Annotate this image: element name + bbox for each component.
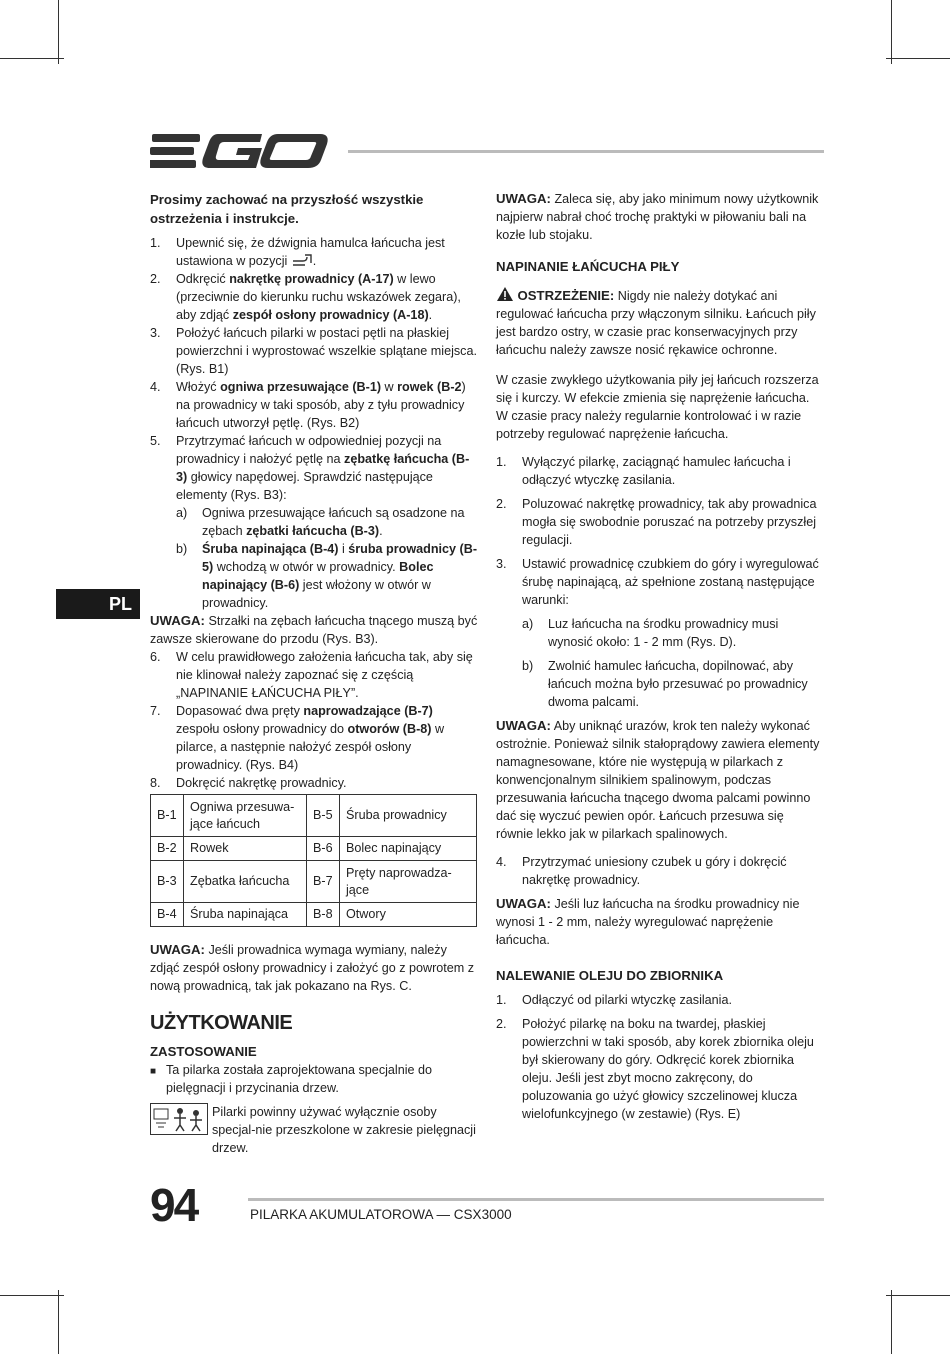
parts-table [150, 794, 477, 927]
list-item: 1. Odłączyć od pilarki wtyczkę zasilania. [496, 993, 732, 1007]
list-item: 3. Ustawić prowadnicę czubkiem do góry i wyregulować śrubę napinającą, aż spełnione zostaną następujące warunki: [496, 557, 819, 607]
sub-item: a) Ogniwa przesuwające łańcuch są osadzone na zębach zębatki łańcucha (B-3). [176, 506, 465, 538]
list-item: 2. Poluzować nakrętkę prowadnicy, tak aby prowadnica mogła się swobodnie poruszać na potrzeby przyszłej regulacji. [496, 497, 817, 547]
subsection-title: ZASTOSOWANIE [150, 1044, 257, 1059]
table-row: B-2 Rowek B-6 Bolec napinający [151, 837, 477, 861]
brake-lever-icon [291, 253, 313, 267]
note: UWAGA: Strzałki na zębach łańcucha tnącego muszą być zawsze skierowane do przodu (Rys. B3). [150, 613, 478, 646]
list-item: 8. Dokręcić nakrętkę prowadnicy. [150, 776, 347, 790]
list-item: 6. W celu prawidłowego założenia łańcucha tak, aby się nie klinował należy zapoznać się z częścią „NAPINANIE ŁAŃCUCHA PIŁY”. [150, 650, 473, 700]
section-title: UŻYTKOWANIE [150, 1012, 293, 1034]
left-column [150, 190, 478, 1157]
icon-note: Pilarki powinny używać wyłącznie osoby specjal-nie przeszkolone w zakresie pielęgnacji drzew. [150, 1103, 478, 1157]
crop-mark [891, 0, 892, 64]
table-row: B-3 Zębatka łańcucha B-7 Pręty naprowadza-jące [151, 861, 477, 903]
warning-icon [496, 286, 514, 302]
sub-item: a) Luz łańcucha na środku prowadnicy musi wynosić około: 1 - 2 mm (Rys. D). [522, 617, 779, 649]
list-item: 2. Położyć pilarkę na boku na twardej, płaskiej powierzchni w taki sposób, aby korek zbiornika oleju był skierowany do góry. Odkręcić korek zbiornika oleju. Jeśli jest zbyt mocno zakręcony, do poluzowania go użyć głowicy szczelinowej klucza wielofunkcyjnego (w zestawie) (Rys. E) [496, 1017, 814, 1121]
crop-mark [58, 1290, 59, 1354]
crop-mark [0, 1295, 64, 1296]
intro-text: Prosimy zachować na przyszłość wszystkie ostrzeżenia i instrukcje. [150, 192, 424, 226]
list-item: 5. Przytrzymać łańcuch w odpowiedniej pozycji na prowadnicy i nałożyć pętlę na zębatkę łańcucha (B-3) głowicy napędowej. Sprawdzić następujące elementy (Rys. B3): [150, 434, 470, 502]
page-number: 94 [150, 1179, 198, 1231]
note: UWAGA: Aby uniknąć urazów, krok ten należy wykonać ostrożnie. Ponieważ silnik stałoprądowy zawiera elementy namagnesowane, które nie występują w pilarkach z konwencjonalnym silnikiem spalinowym, podczas przesuwania łańcucha tnącego dwoma palcami powinno dać się wyczuć pewien opór. Łańcuch przesuwa się równie lekko jak w pilarkach spalinowych. [496, 718, 820, 841]
sub-item: b) Zwolnić hamulec łańcucha, dopilnować, aby łańcuch można było przesuwać po prowadnicy dwoma palcami. [522, 659, 808, 709]
table-row: B-1 Ogniwa przesuwa-jące łańcuch B-5 Śruba prowadnicy [151, 795, 477, 837]
steps-list [496, 453, 824, 711]
list-item: 1. Upewnić się, że dźwignia hamulca łańcucha jest ustawiona w pozycji . [150, 236, 445, 268]
list-item: 3. Położyć łańcuch pilarki w postaci pętli na płaskiej powierzchni i wyprostować wszelkie splątane miejsca. (Rys. B1) [150, 326, 477, 376]
language-tab: PL [56, 589, 140, 619]
crop-mark [0, 58, 64, 59]
note: UWAGA: Zaleca się, aby jako minimum nowy użytkownik najpierw nabrał choć trochę praktyki w piłowaniu bali na kozłe lub stojaku. [496, 191, 819, 242]
note: UWAGA: Jeśli prowadnica wymaga wymiany, należy zdjąć zespół osłony prowadnicy i założyć go z powrotem z nową prowadnicą, tak jak pokazano na Rys. C. [150, 942, 475, 993]
sub-item: b) Śruba napinająca (B-4) i śruba prowadnicy (B-5) wchodzą w otwór w prowadnicy. Bolec napinający (B-6) jest włożony w otwór w prowadnicy. [176, 542, 478, 610]
bullet-item: ■ Ta pilarka została zaprojektowana specjalnie do pielęgnacji i przycinania drzew. [150, 1063, 433, 1095]
crop-mark [886, 58, 950, 59]
list-item: 4. Włożyć ogniwa przesuwające (B-1) w rowek (B-2) na prowadnicy w taki sposób, aby z tyłu prowadnicy łańcuch utworzył pętlę. (Rys. B2) [150, 380, 466, 430]
trained-operator-icon [150, 1103, 208, 1135]
header-rule [348, 150, 824, 153]
crop-mark [886, 1295, 950, 1296]
list-item: 7. Dopasować dwa pręty naprowadzające (B-7) zespołu osłony prowadnicy do otworów (B-8) w pilarce, a następnie nałożyć zespół osłony prowadnicy. (Rys. B4) [150, 704, 445, 772]
section-heading: NALEWANIE OLEJU DO ZBIORNIKA [496, 968, 724, 983]
warning: OSTRZEŻENIE: Nigdy nie należy dotykać ani regulować łańcucha przy włączonym silniku. Łańcuch piły jest bardzo ostry, w czasie prac konserwacyjnych przy łańcuchu należy zawsze nosić rękawice ochronne. [496, 288, 816, 357]
list-item: 2. Odkręcić nakrętkę prowadnicy (A-17) w lewo (przeciwnie do kierunku ruchu wskazówek zegara), aby zdjąć zespół osłony prowadnicy (A-18). [150, 272, 461, 322]
section-heading: NAPINANIE ŁAŃCUCHA PIŁY [496, 259, 680, 274]
right-column [496, 190, 824, 1123]
footer-rule [248, 1198, 824, 1201]
paragraph: W czasie zwykłego użytkowania piły jej łańcuch rozszerza się i kurczy. W efekcie zmienia się naprężenie łańcucha. W czasie pracy należy regularnie kontrolować i w razie potrzeby regulować naprężenie łańcucha. [496, 373, 819, 441]
oil-steps-list [496, 991, 824, 1123]
footer-title: PILARKA AKUMULATOROWA — CSX3000 [250, 1207, 512, 1222]
crop-mark [58, 0, 59, 64]
list-item: 1. Wyłączyć pilarkę, zaciągnąć hamulec łańcucha i odłączyć wtyczkę zasilania. [496, 455, 791, 487]
table-row: B-4 Śruba napinająca B-8 Otwory [151, 903, 477, 927]
crop-mark [891, 1290, 892, 1354]
list-item: 4. Przytrzymać uniesiony czubek u góry i dokręcić nakrętkę prowadnicy. [496, 855, 787, 887]
ego-logo [150, 130, 330, 172]
note: UWAGA: Jeśli luz łańcucha na środku prowadnicy nie wynosi 1 - 2 mm, należy wyregulować naprężenie łańcucha. [496, 896, 800, 947]
